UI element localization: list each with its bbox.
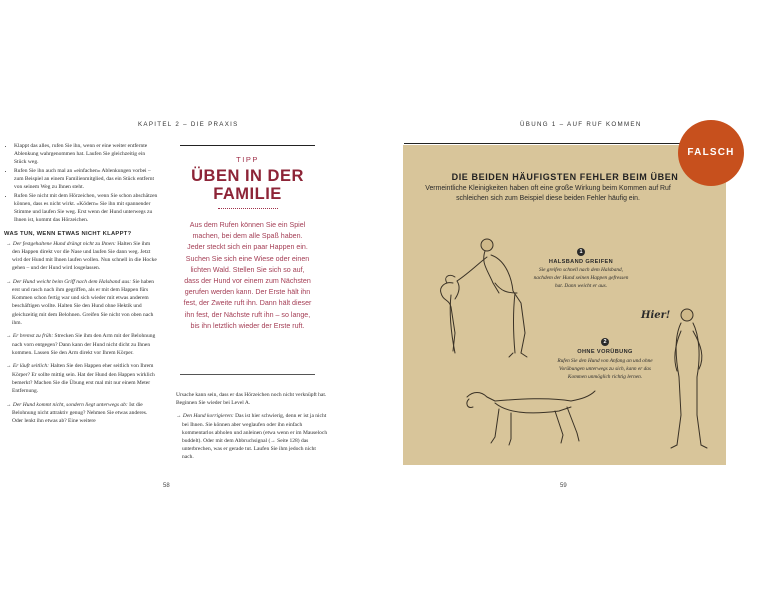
tip-label: TIPP	[236, 155, 259, 164]
sketch-person-calling	[665, 305, 713, 451]
error-number-2: 2	[601, 338, 609, 346]
item-text: Halten Sie den Happen eher seitlich von Ihrem Körper? Er sollte mittig sein. Hat der Hund den Happen wirklich bemerkt? Machen Sie die Übung erst mal mit nur einem Meter Entfernung.	[12, 363, 155, 395]
item-lead: Der Hund kommt nicht, sondern liegt unterwegs ab:	[12, 401, 128, 408]
error-number-1: 1	[577, 248, 585, 256]
item-text: Halten Sie ihm den Happen direkt vor die Nase und laufen Sie dann weg. Jetzt wird der Hund mit Ihnen laufen wollen. Nun schnell in die Hocke gehen – und der Hund wird losgelassen.	[12, 240, 157, 272]
item-lead: Er bremst zu früh:	[12, 333, 54, 340]
item-lead: Er läuft seitlich:	[12, 363, 49, 370]
sketch-collar-grab	[429, 233, 539, 365]
left-text-column	[6, 142, 158, 431]
illustration-panel	[403, 145, 726, 465]
troubleshooting-heading: WAS TUN, WENN ETWAS NICHT KLAPPT?	[4, 231, 132, 238]
troubleshooting-item: → Der Hund kommt nicht, sondern liegt unterwegs ab: Ist die Belohnung nicht attraktiv genug? Nehmen Sie etwas anderes. Oder lenkt ihn etwas ab? Eine weitere	[6, 401, 148, 425]
panel-title: DIE BEIDEN HÄUFIGSTEN FEHLER BEIM ÜBEN	[451, 172, 679, 182]
panel-subtitle: Vermeintliche Kleinigkeiten haben oft eine große Wirkung beim Kommen auf Ruf schleichen sich zum Beispiel diese beiden Fehler häufig ein.	[425, 185, 671, 202]
paragraph: Ursache kann sein, dass er das Hörzeichen noch nicht verknüpft hat. Beginnen Sie wieder bei Level A.	[176, 392, 327, 407]
item-text: Sie haben erst und rasch nach ihm gegriffen, als er mit dem Happen fürs Kommen schon fertig war und sich wieder mit etwas anderem beschäftigen wollte. Halten Sie den Hund ohne Hektik und gleichzeitig mit dem Belohnen. Greifen Sie nicht von oben nach ihm.	[12, 278, 155, 326]
bullet-item: • Rufen Sie ihn auch mal an »einfachen« Ablenkungen vorbei – zum Beispiel an einem Familienmitglied, das ein Stück entfernt von seinem Weg zu Ihnen steht.	[14, 167, 158, 192]
running-header-right: ÜBUNG 1 – AUF RUF KOMMEN	[520, 121, 642, 128]
troubleshooting-item: → Er bremst zu früh: Strecken Sie ihm den Arm mit der Belohnung nach vorn entgegen? Dann kann der Hund nicht dicht zu Ihnen kommen. Lassen Sie den Arm direkt vor Ihrem Körper.	[6, 333, 156, 356]
sketch-dog-running	[459, 377, 599, 449]
dotted-divider	[218, 208, 278, 209]
panel-top-rule	[404, 143, 700, 144]
middle-text-column	[176, 391, 328, 467]
troubleshooting-item: → Den Hund korrigieren: Das ist hier schwierig, denn er ist ja nicht bei Ihnen. Sie können aber weglaufen oder ihn einfach kommentarlos abholen und anleinen (etwa wenn er im Mauseloch buddelt). Oder mit dem Abbruchsignal (→ Seite 128) das unterbrechen, was er gerade tut. Laufen Sie ihm jedoch nicht nach.	[176, 413, 328, 461]
item-text: Strecken Sie ihm den Arm mit der Belohnung nach vorn entgegen? Dann kann der Hund nicht dicht zu Ihnen kommen. Lassen Sie den Arm direkt vor Ihrem Körper.	[12, 333, 156, 356]
error-text-2: Rufen Sie den Hund von Anfang an und ohne Vorübungen unterwegs zu sich, kann er das Kommen unmöglich richtig lernen.	[557, 358, 653, 380]
page-number-right: 59	[560, 483, 567, 489]
item-lead: Der Hund weicht beim Griff nach dem Halsband aus:	[12, 278, 132, 285]
running-header-left: KAPITEL 2 – DIE PRAXIS	[138, 121, 239, 128]
troubleshooting-item: → Er läuft seitlich: Halten Sie den Happen eher seitlich von Ihrem Körper? Er sollte mittig sein. Hat der Hund den Happen wirklich bemerkt? Machen Sie die Übung erst mal mit nur einem Meter Entfernung.	[6, 363, 155, 395]
error-text-1: Sie greifen schnell nach dem Halsband, nachdem der Hund seinen Happen gefressen hat. Dann weicht er aus.	[533, 267, 629, 289]
bullet-item: • Rufen Sie nicht mit dem Hörzeichen, wenn Sie schon abschätzen können, dass es nicht wirkt. »Ködern« Sie ihn mit spannender Stimme und laufen Sie weg. Erst wenn der Hund unterwegs zu Ihnen ist, kommt das Hörzeichen.	[14, 192, 158, 225]
bullet-list	[6, 142, 158, 224]
bullet-item: • Klappt das alles, rufen Sie ihn, wenn er eine weiter entfernte Ablenkung wahrgenommen hat. Laufen Sie gleichzeitig ein Stück weg.	[14, 142, 158, 167]
page-number-left: 58	[163, 483, 170, 489]
item-text: Das ist hier schwierig, denn er ist ja nicht bei Ihnen. Sie können aber weglaufen oder ihn einfach kommentarlos abholen und anleinen (etwa wenn er im Mauseloch buddelt). Oder mit dem Abbruchsignal (→ Seite 128) das unterbrechen, was er gerade tut. Laufen Sie ihm jedoch nicht nach.	[182, 413, 328, 461]
item-lead: Der festgehaltene Hund drängt nicht zu Ihnen:	[12, 240, 116, 247]
tip-title: ÜBEN IN DER FAMILIE	[191, 167, 304, 203]
troubleshooting-item: → Der Hund weicht beim Griff nach dem Halsband aus: Sie haben erst und rasch nach ihm gegriffen, als er mit dem Happen fürs Kommen schon fertig war und sich wieder mit etwas anderem beschäftigen wollte. Halten Sie den Hund ohne Hektik und gleichzeitig mit dem Belohnen. Greifen Sie nicht von oben nach ihm.	[6, 278, 155, 326]
troubleshooting-item: → Der festgehaltene Hund drängt nicht zu Ihnen: Halten Sie ihm den Happen direkt vor die Nase und laufen Sie dann weg. Jetzt wird der Hund mit Ihnen laufen wollen. Nun schnell in die Hocke gehen – und der Hund wird losgelassen.	[6, 240, 157, 272]
item-text: Ist die Belohnung nicht attraktiv genug? Nehmen Sie etwas anderes. Oder lenkt ihn etwas ab? Eine weitere	[12, 401, 148, 425]
tip-box	[180, 145, 315, 375]
tip-body: Aus dem Rufen können Sie ein Spiel machen, bei dem alle Spaß haben. Jeder steckt sich ein paar Happen ein. Suchen Sie sich eine Wiese oder einen lichten Wald. Stellen Sie sich so auf, dass der Hund vor einem zum Nächsten gerufen werden kann. Der Erste hält ihn fest, der Zweite ruft ihn. Dann hält dieser ihn fest, der Nächste ruft ihn – so lange, bis ihn letztlich wieder der Erste ruft.	[183, 221, 312, 330]
error-title-1: HALSBAND GREIFEN	[548, 259, 614, 265]
error-title-2: OHNE VORÜBUNG	[577, 349, 633, 355]
item-lead: Den Hund korrigieren:	[182, 413, 234, 420]
speech-hier: Hier!	[641, 310, 671, 321]
falsch-badge: FALSCH	[678, 120, 744, 186]
